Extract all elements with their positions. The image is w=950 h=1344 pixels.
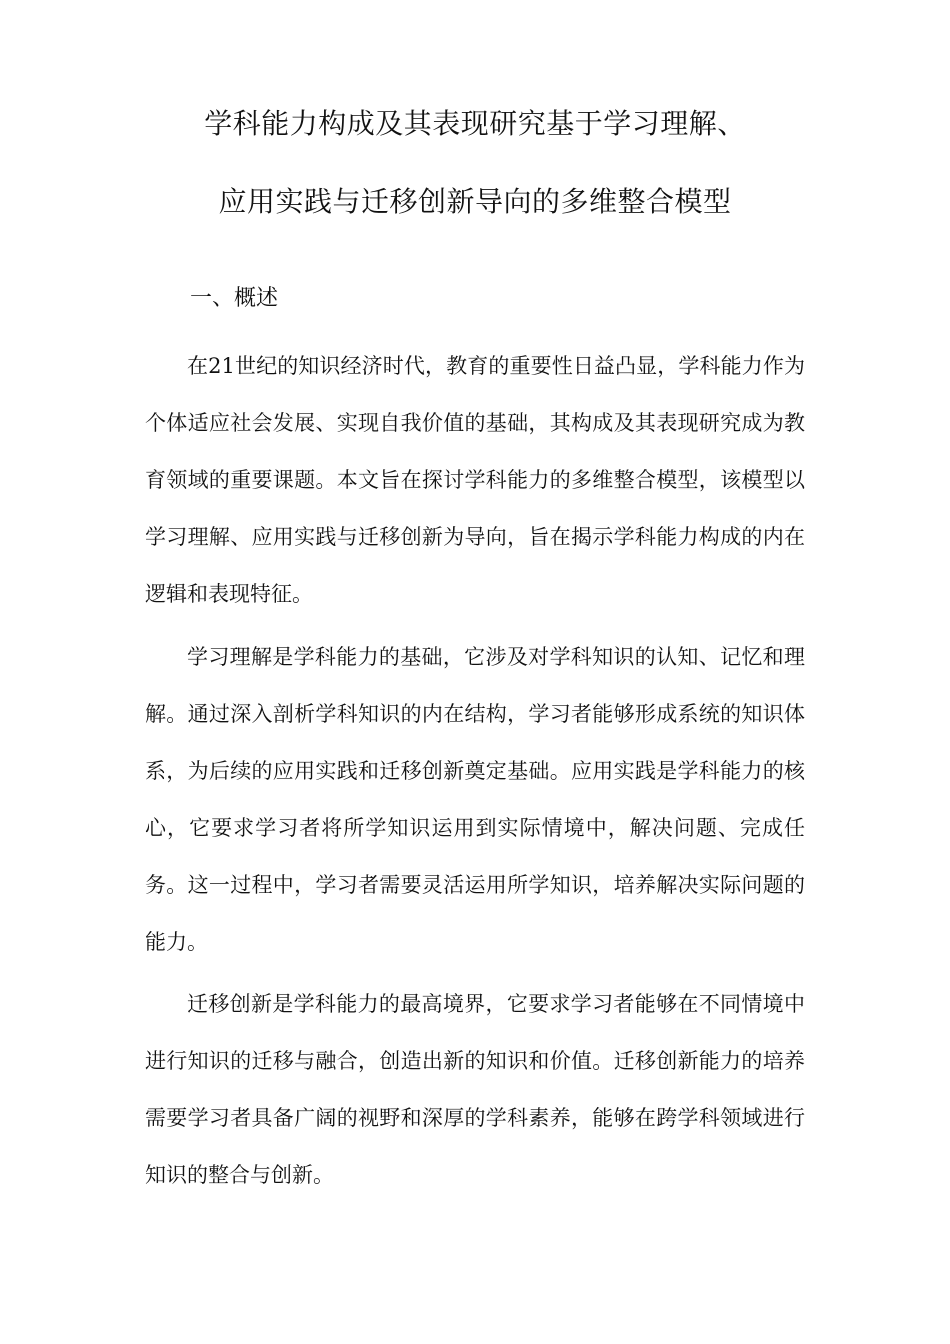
paragraph-3: 迁移创新是学科能力的最高境界，它要求学习者能够在不同情境中进行知识的迁移与融合，创造出新的知识和价值。迁移创新能力的培养需要学习者具备广阔的视野和深厚的学科素养，能够在跨学科领域进行知识的整合与创新。 (145, 992, 805, 1187)
paragraph-2: 学习理解是学科能力的基础，它涉及对学科知识的认知、记忆和理解。通过深入剖析学科知识的内在结构，学习者能够形成系统的知识体系，为后续的应用实践和迁移创新奠定基础。应用实践是学科能力的核心，它要求学习者将所学知识运用到实际情境中，解决问题、完成任务。这一过程中，学习者需要灵活运用所学知识，培养解决实际问题的能力。 (145, 645, 805, 954)
section-heading: 一、概述 (190, 286, 279, 311)
paragraph-1: 在21世纪的知识经济时代，教育的重要性日益凸显，学科能力作为个体适应社会发展、实现自我价值的基础，其构成及其表现研究成为教育领域的重要课题。本文旨在探讨学科能力的多维整合模型，该模型以学习理解、应用实践与迁移创新为导向，旨在揭示学科能力构成的内在逻辑和表现特征。 (145, 354, 805, 606)
document-title-line-1: 学科能力构成及其表现研究基于学习理解、 (204, 107, 746, 140)
document-title-line-2: 应用实践与迁移创新导向的多维整合模型 (218, 185, 732, 218)
